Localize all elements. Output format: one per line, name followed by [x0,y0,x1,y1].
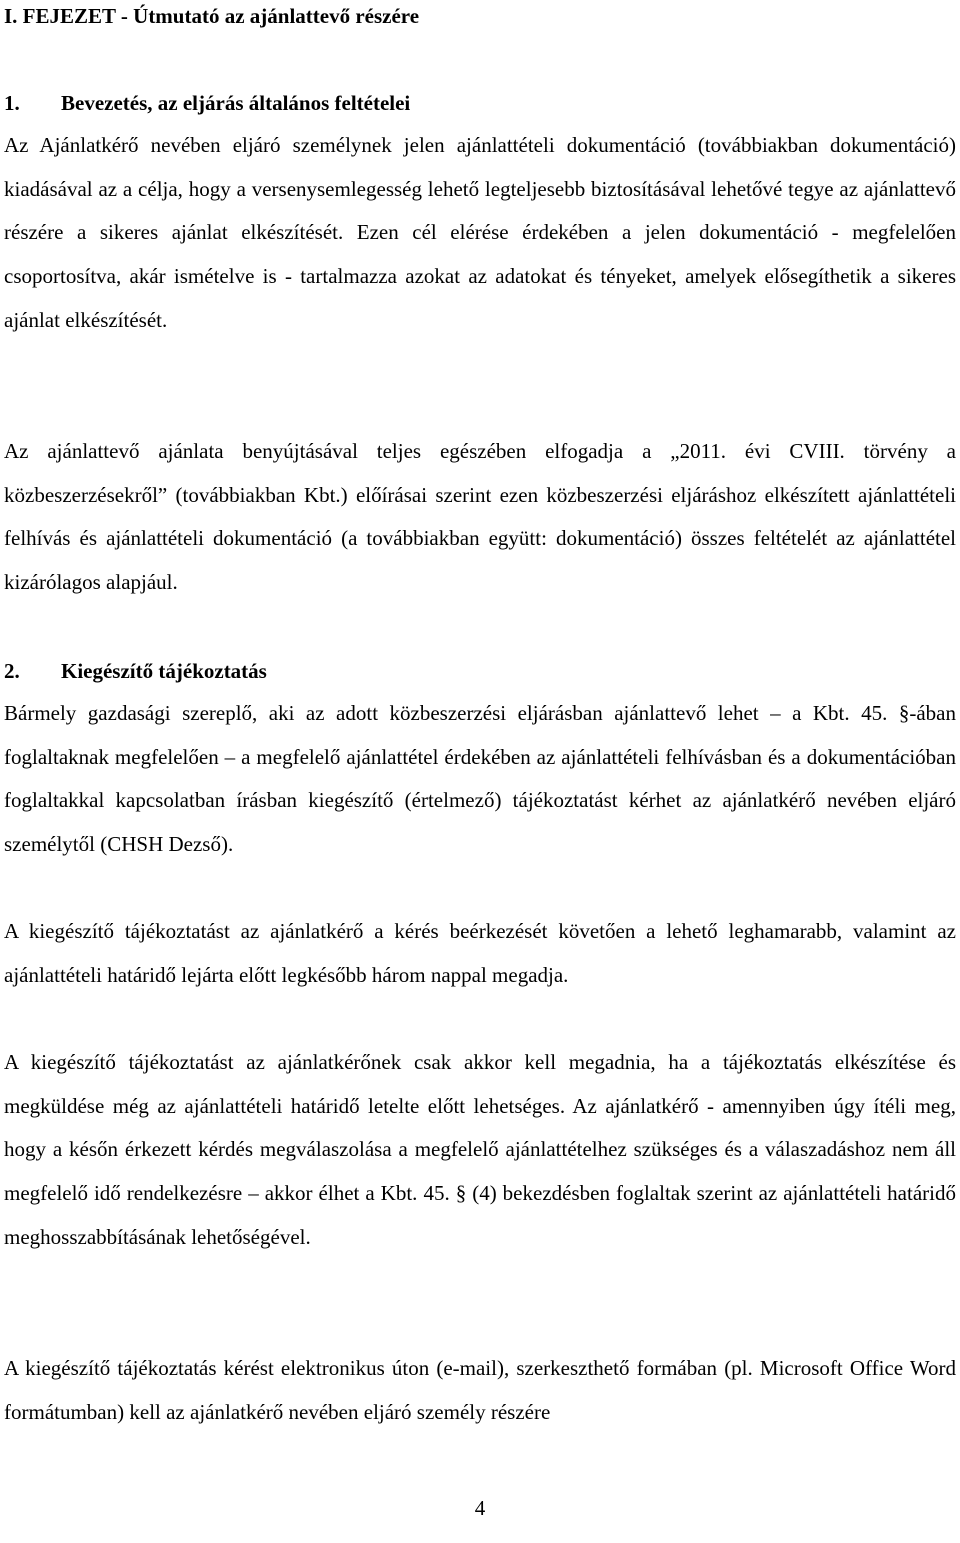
paragraph: Bármely gazdasági szereplő, aki az adott közbeszerzési eljárásban ajánlattevő lehet – a Kbt. 45. §-ában foglaltaknak megfelelően – a megfelelő ajánlattétel érdekében az ajánlattételi felhívásban és a dokumentációban foglaltakkal kapcsolatban írásban kiegészítő (értelmező) tájékoztatást kérhet az ajánlatkérő nevében eljáró személytől (CHSH Dezső). [4,701,956,857]
paragraph: Az Ajánlatkérő nevében eljáró személynek jelen ajánlattételi dokumentáció (továbbiakban dokumentáció) kiadásával az a célja, hogy a versenysemlegesség lehető legteljesebb biztosításával lehetővé tegye az ajánlattevő részére a sikeres ajánlat elkészítését. Ezen cél elérése érdekében a jelen dokumentáció - megfelelően csoportosítva, akár ismételve is - tartalmazza azokat az adatokat és tényeket, amelyek elősegíthetik a sikeres ajánlat elkészítését. [4,133,956,332]
section-title: Kiegészítő tájékoztatás [61,659,267,683]
page-number: 4 [474,1496,486,1520]
paragraph: A kiegészítő tájékoztatást az ajánlatkérőnek csak akkor kell megadnia, ha a tájékoztatás elkészítése és megküldése még az ajánlattételi határidő letelte előtt lehetséges. Az ajánlatkérő - amennyiben úgy ítéli meg, hogy a későn érkezett kérdés megválaszolása a megfelelő ajánlattételhez szükséges és a válaszadáshoz nem áll megfelelő idő rendelkezésre – akkor élhet a Kbt. 45. § (4) bekezdésben foglaltak szerint az ajánlattételi határidő meghosszabbításának lehetőségével. [4,1050,956,1249]
paragraph: Az ajánlattevő ajánlata benyújtásával teljes egészében elfogadja a „2011. évi CVIII. törvény a közbeszerzésekről” (továbbiakban Kbt.) előírásai szerint ezen közbeszerzési eljáráshoz elkészített ajánlattételi felhívás és ajánlattételi dokumentáció (a továbbiakban együtt: dokumentáció) összes feltételét az ajánlattétel kizárólagos alapjául. [4,439,956,595]
section-heading-1 [4,91,410,115]
section-number: 1. [4,91,20,115]
paragraph: A kiegészítő tájékoztatást az ajánlatkérő a kérés beérkezését követően a lehető leghamarabb, valamint az ajánlattételi határidő lejárta előtt legkésőbb három nappal megadja. [4,919,956,987]
section-title: Bevezetés, az eljárás általános feltételei [61,91,411,115]
chapter-title: I. FEJEZET - Útmutató az ajánlattevő részére [4,4,420,28]
section-heading-2 [4,659,267,683]
paragraph: A kiegészítő tájékoztatás kérést elektronikus úton (e-mail), szerkeszthető formában (pl. Microsoft Office Word formátumban) kell az ajánlatkérő nevében eljáró személy részére [4,1356,956,1424]
section-number: 2. [4,659,20,683]
